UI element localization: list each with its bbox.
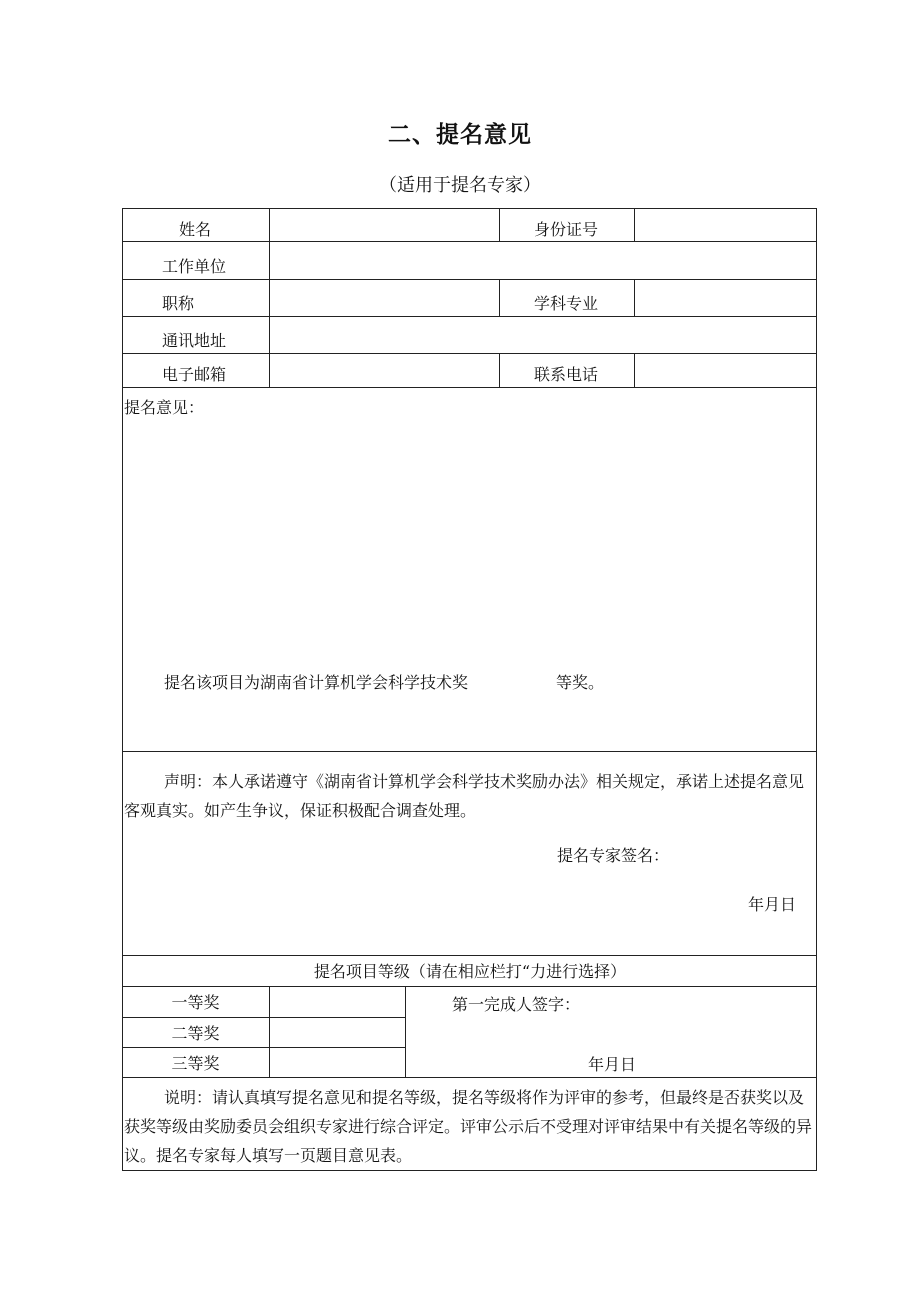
major-label: 学科专业 (534, 294, 599, 313)
row-divider (122, 387, 817, 388)
first-author-sign-field[interactable] (580, 990, 810, 1018)
page-title: 二、提名意见 (388, 122, 532, 148)
work-unit-field[interactable] (271, 243, 815, 278)
row-divider (122, 241, 817, 242)
address-label: 通讯地址 (162, 331, 227, 350)
row-divider (122, 751, 817, 752)
column-divider (499, 279, 500, 316)
email-label: 电子邮箱 (162, 365, 227, 384)
table-border-bottom (122, 1170, 817, 1171)
row-divider (122, 955, 817, 956)
second-prize-label: 二等奖 (171, 1024, 220, 1043)
job-title-label: 职称 (162, 294, 195, 313)
job-title-field[interactable] (271, 281, 498, 315)
third-prize-label: 三等奖 (171, 1054, 220, 1073)
column-divider (634, 279, 635, 316)
first-prize-label: 一等奖 (171, 993, 220, 1012)
row-divider (122, 316, 817, 317)
award-grade-blank[interactable] (490, 670, 550, 694)
id-number-label: 身份证号 (534, 220, 599, 239)
opinion-text-area[interactable] (124, 425, 814, 665)
row-divider (122, 986, 817, 987)
column-divider (269, 208, 270, 387)
table-border-top (122, 208, 817, 209)
row-divider (122, 1047, 405, 1048)
phone-label: 联系电话 (534, 365, 599, 384)
name-field[interactable] (271, 210, 498, 240)
column-divider (634, 208, 635, 241)
email-field[interactable] (271, 355, 498, 386)
first-prize-checkbox-cell[interactable] (271, 988, 404, 1016)
third-prize-checkbox-cell[interactable] (271, 1049, 404, 1076)
signature-field[interactable] (668, 842, 808, 868)
first-author-sign-label: 第一完成人签字： (452, 995, 581, 1014)
name-label: 姓名 (179, 220, 212, 239)
note-text: 说明：请认真填写提名意见和提名等级，提名等级将作为评审的参考，但最终是否获奖以及获奖等级由奖励委员会组织专家进行综合评定。评审公示后不受理对评审结果中有关提名等级的异议。提名专家每人填写一页题目意见表。 (124, 1088, 813, 1165)
phone-field[interactable] (636, 355, 815, 386)
address-field[interactable] (271, 318, 815, 352)
grade-date: 年月日 (588, 1055, 637, 1074)
grade-header: 提名项目等级（请在相应栏打“力进行选择） (313, 962, 627, 981)
declaration-text: 声明：本人承诺遵守《湖南省计算机学会科学技术奖励办法》相关规定，承诺上述提名意见客观真实。如产生争议，保证积极配合调查处理。 (124, 772, 805, 820)
row-divider (122, 1017, 405, 1018)
nomination-sentence-suffix: 等奖。 (556, 673, 605, 692)
column-divider (405, 986, 406, 1077)
nomination-sentence-prefix: 提名该项目为湖南省计算机学会科学技术奖 (164, 673, 469, 692)
column-divider (634, 353, 635, 387)
page-subtitle: （适用于提名专家） (379, 175, 541, 196)
work-unit-label: 工作单位 (162, 257, 227, 276)
column-divider (499, 208, 500, 241)
signature-label: 提名专家签名： (557, 846, 670, 865)
column-divider (499, 353, 500, 387)
declaration-date: 年月日 (748, 895, 797, 914)
column-divider (269, 986, 270, 1077)
major-field[interactable] (636, 281, 815, 315)
second-prize-checkbox-cell[interactable] (271, 1019, 404, 1046)
row-divider (122, 279, 817, 280)
id-number-field[interactable] (636, 210, 815, 240)
row-divider (122, 353, 817, 354)
row-divider (122, 1077, 817, 1078)
opinion-label: 提名意见： (124, 398, 205, 417)
